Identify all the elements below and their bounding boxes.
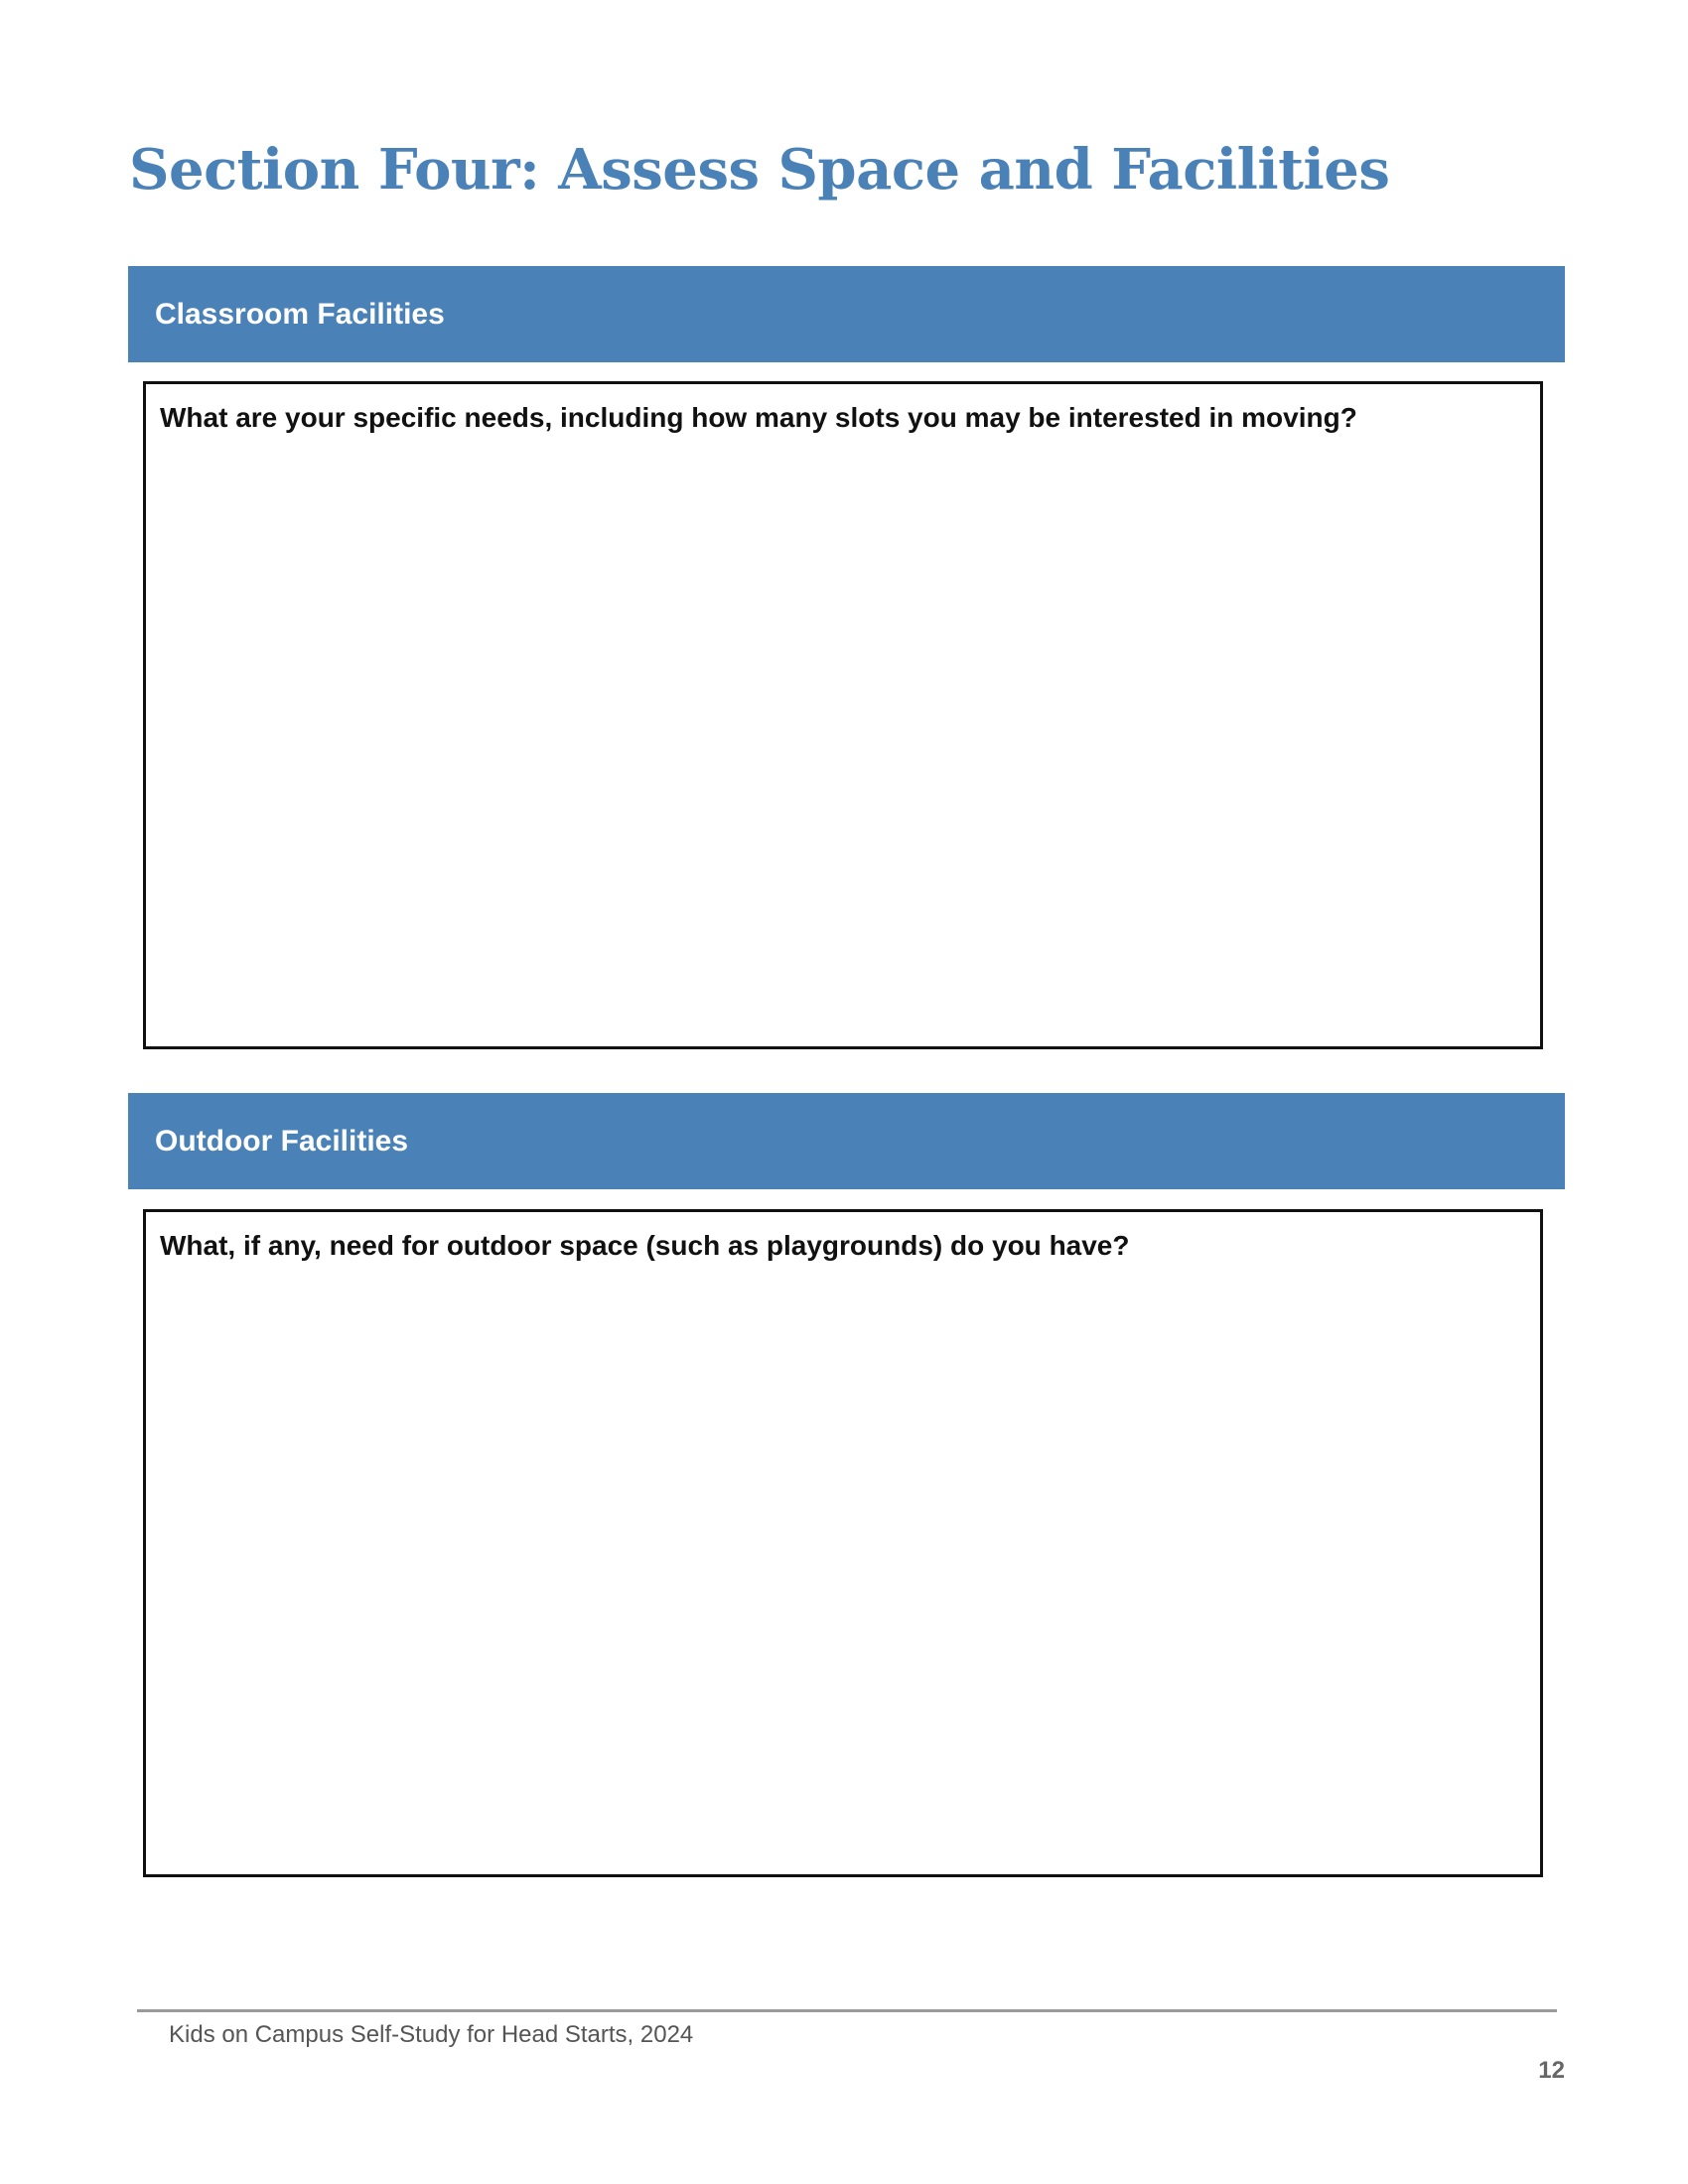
question-text-outdoor: What, if any, need for outdoor space (such as playgrounds) do you have? — [160, 1230, 1130, 1261]
answer-field-classroom[interactable] — [160, 446, 1526, 1002]
footer-divider — [137, 2009, 1557, 2012]
section-header-outdoor-facilities — [128, 1093, 1565, 1189]
section-header-classroom-facilities — [128, 266, 1565, 362]
section-header-label: Outdoor Facilities — [155, 1124, 409, 1158]
response-box-outdoor-facilities — [143, 1209, 1543, 1877]
page-number: 12 — [1538, 2057, 1565, 2084]
question-text-classroom: What are your specific needs, including how many slots you may be interested in moving? — [160, 402, 1357, 433]
footer-text: Kids on Campus Self-Study for Head Starts, 2024 — [169, 2021, 694, 2048]
response-box-classroom-facilities — [143, 381, 1543, 1049]
page-title: Section Four: Assess Space and Facilities — [129, 137, 1390, 203]
answer-field-outdoor[interactable] — [160, 1274, 1526, 1830]
section-header-label: Classroom Facilities — [155, 297, 445, 331]
